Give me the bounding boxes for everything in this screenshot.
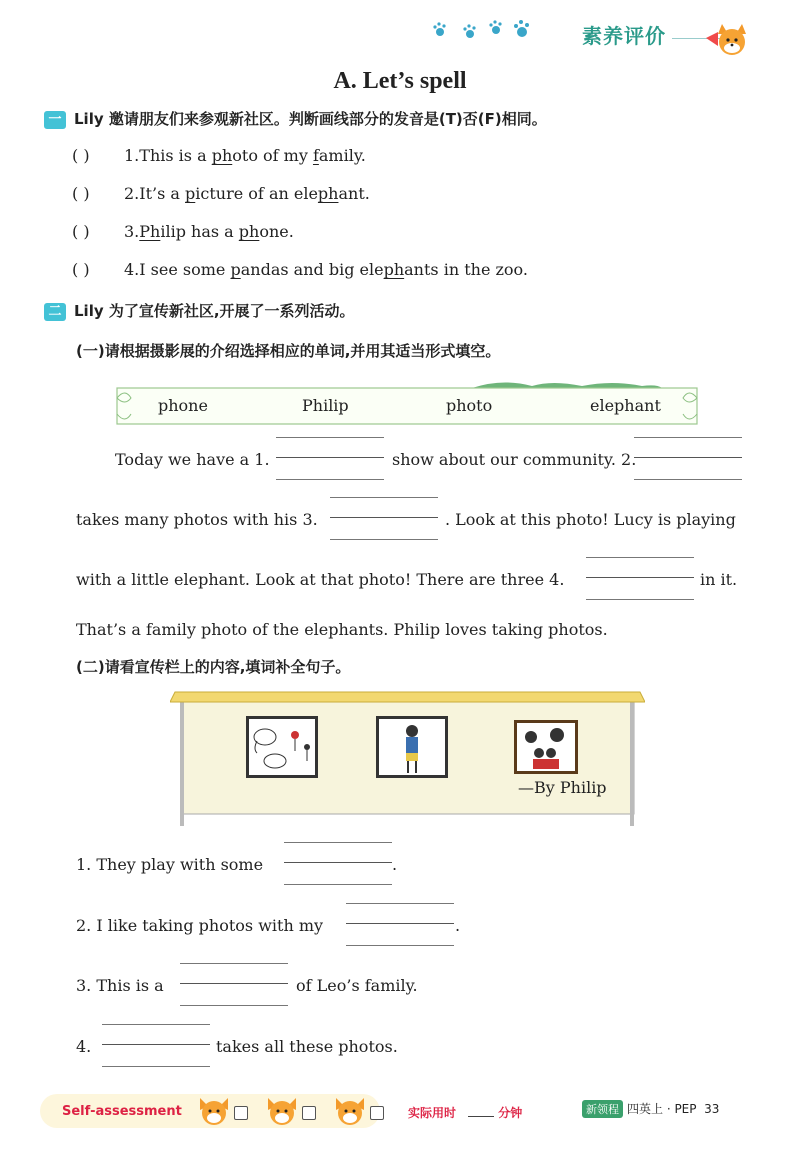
sentence-1b: . xyxy=(392,855,398,874)
q1-item-1 xyxy=(72,146,366,165)
item-number: 2. xyxy=(124,184,140,203)
elephant-children-icon xyxy=(249,719,315,775)
item-text: ant. xyxy=(338,184,370,203)
paragraph-line-3b: in it. xyxy=(700,570,738,589)
sentence-2a: 2. I like taking photos with my xyxy=(76,916,324,935)
paw-prints-decoration xyxy=(430,18,550,42)
sentence-3b: of Leo’s family. xyxy=(296,976,418,995)
item-number: 1. xyxy=(124,146,140,165)
item-text: It’s a xyxy=(139,184,186,203)
underlined-letters: ph xyxy=(211,146,233,165)
family-icon xyxy=(517,723,575,771)
answer-paren[interactable]: ( ) xyxy=(72,146,90,165)
blank-2[interactable] xyxy=(634,437,742,479)
photo-boy xyxy=(376,716,448,778)
part-1-instruction: (一)请根据摄影展的介绍选择相应的单词,并用其适当形式填空。 xyxy=(76,342,501,360)
item-text: andas and big ele xyxy=(240,260,384,279)
fox-face-icon xyxy=(196,1096,232,1126)
sentence-3a: 3. This is a xyxy=(76,976,164,995)
question-2-badge: 二 xyxy=(44,303,66,321)
item-text: This is a xyxy=(139,146,212,165)
rating-checkbox-3[interactable] xyxy=(370,1106,384,1120)
fox-face-icon xyxy=(332,1096,368,1126)
blank-6[interactable] xyxy=(346,903,454,945)
underlined-letters: Ph xyxy=(139,222,161,241)
q1-item-3 xyxy=(72,222,294,241)
blank-8[interactable] xyxy=(102,1024,210,1066)
word-phone: phone xyxy=(158,396,208,415)
sentence-1a: 1. They play with some xyxy=(76,855,264,874)
self-assessment-label: Self-assessment xyxy=(62,1104,182,1119)
item-text: one. xyxy=(259,222,294,241)
page-header-title: 素养评价 xyxy=(582,24,666,48)
question-2-instruction xyxy=(44,300,355,321)
blank-7[interactable] xyxy=(180,963,288,1005)
item-number: 3. xyxy=(124,222,140,241)
underlined-letters: ph xyxy=(383,260,405,279)
time-unit: 分钟 xyxy=(498,1106,523,1120)
underlined-letters: p xyxy=(230,260,241,279)
page-number: 33 xyxy=(704,1102,720,1116)
question-1-instruction xyxy=(44,108,547,129)
time-blank[interactable] xyxy=(468,1116,494,1117)
sentence-2b: . xyxy=(455,916,461,935)
sentence-4b: takes all these photos. xyxy=(216,1037,398,1056)
question-1-badge: 一 xyxy=(44,111,66,129)
paragraph-line-4: That’s a family photo of the elephants. Philip loves taking photos. xyxy=(76,620,608,639)
paragraph-line-1a: Today we have a 1. xyxy=(115,450,270,469)
blank-5[interactable] xyxy=(284,842,392,884)
blank-1[interactable] xyxy=(276,437,384,479)
paragraph-line-2a: takes many photos with his 3. xyxy=(76,510,318,529)
rating-checkbox-2[interactable] xyxy=(302,1106,316,1120)
fox-megaphone-icon xyxy=(704,18,748,58)
item-text: oto of my xyxy=(232,146,313,165)
answer-paren[interactable]: ( ) xyxy=(72,260,90,279)
part-2-instruction: (二)请看宣传栏上的内容,填词补全句子。 xyxy=(76,658,351,676)
word-elephant: elephant xyxy=(590,396,661,415)
byline: —By Philip xyxy=(518,778,607,797)
underlined-letters: ph xyxy=(238,222,260,241)
footer-brand xyxy=(582,1100,719,1118)
item-text: ants in the zoo. xyxy=(404,260,528,279)
section-title: A. Let’s spell xyxy=(333,68,467,94)
blank-3[interactable] xyxy=(330,497,438,539)
blank-4[interactable] xyxy=(586,557,694,599)
boy-with-camera-icon xyxy=(379,719,445,775)
book-label: 四英上 · PEP xyxy=(627,1102,697,1116)
rating-checkbox-1[interactable] xyxy=(234,1106,248,1120)
photo-elephants xyxy=(246,716,318,778)
underlined-letters: ph xyxy=(317,184,339,203)
underlined-letters: p xyxy=(185,184,196,203)
paragraph-line-1b: show about our community. 2. xyxy=(392,450,637,469)
paragraph-line-3a: with a little elephant. Look at that photo! There are three 4. xyxy=(76,570,565,589)
item-text: I see some xyxy=(139,260,231,279)
photo-family xyxy=(514,720,578,774)
underlined-letters: f xyxy=(312,146,319,165)
fox-face-icon xyxy=(264,1096,300,1126)
item-text: ilip has a xyxy=(160,222,239,241)
question-1-text: Lily 邀请朋友们来参观新社区。判断画线部分的发音是(T)否(F)相同。 xyxy=(74,110,547,128)
word-photo: photo xyxy=(446,396,493,415)
answer-paren[interactable]: ( ) xyxy=(72,184,90,203)
time-spent xyxy=(408,1104,522,1121)
item-text: amily. xyxy=(318,146,366,165)
sentence-4a: 4. xyxy=(76,1037,92,1056)
paragraph-line-2b: . Look at this photo! Lucy is playing xyxy=(445,510,736,529)
time-label: 实际用时 xyxy=(408,1106,457,1120)
q1-item-4 xyxy=(72,260,528,279)
word-philip: Philip xyxy=(302,396,349,415)
item-number: 4. xyxy=(124,260,140,279)
item-text: icture of an ele xyxy=(195,184,318,203)
question-2-text: Lily 为了宣传新社区,开展了一系列活动。 xyxy=(74,302,355,320)
answer-paren[interactable]: ( ) xyxy=(72,222,90,241)
q1-item-2 xyxy=(72,184,370,203)
brand-logo: 新领程 xyxy=(582,1100,623,1118)
